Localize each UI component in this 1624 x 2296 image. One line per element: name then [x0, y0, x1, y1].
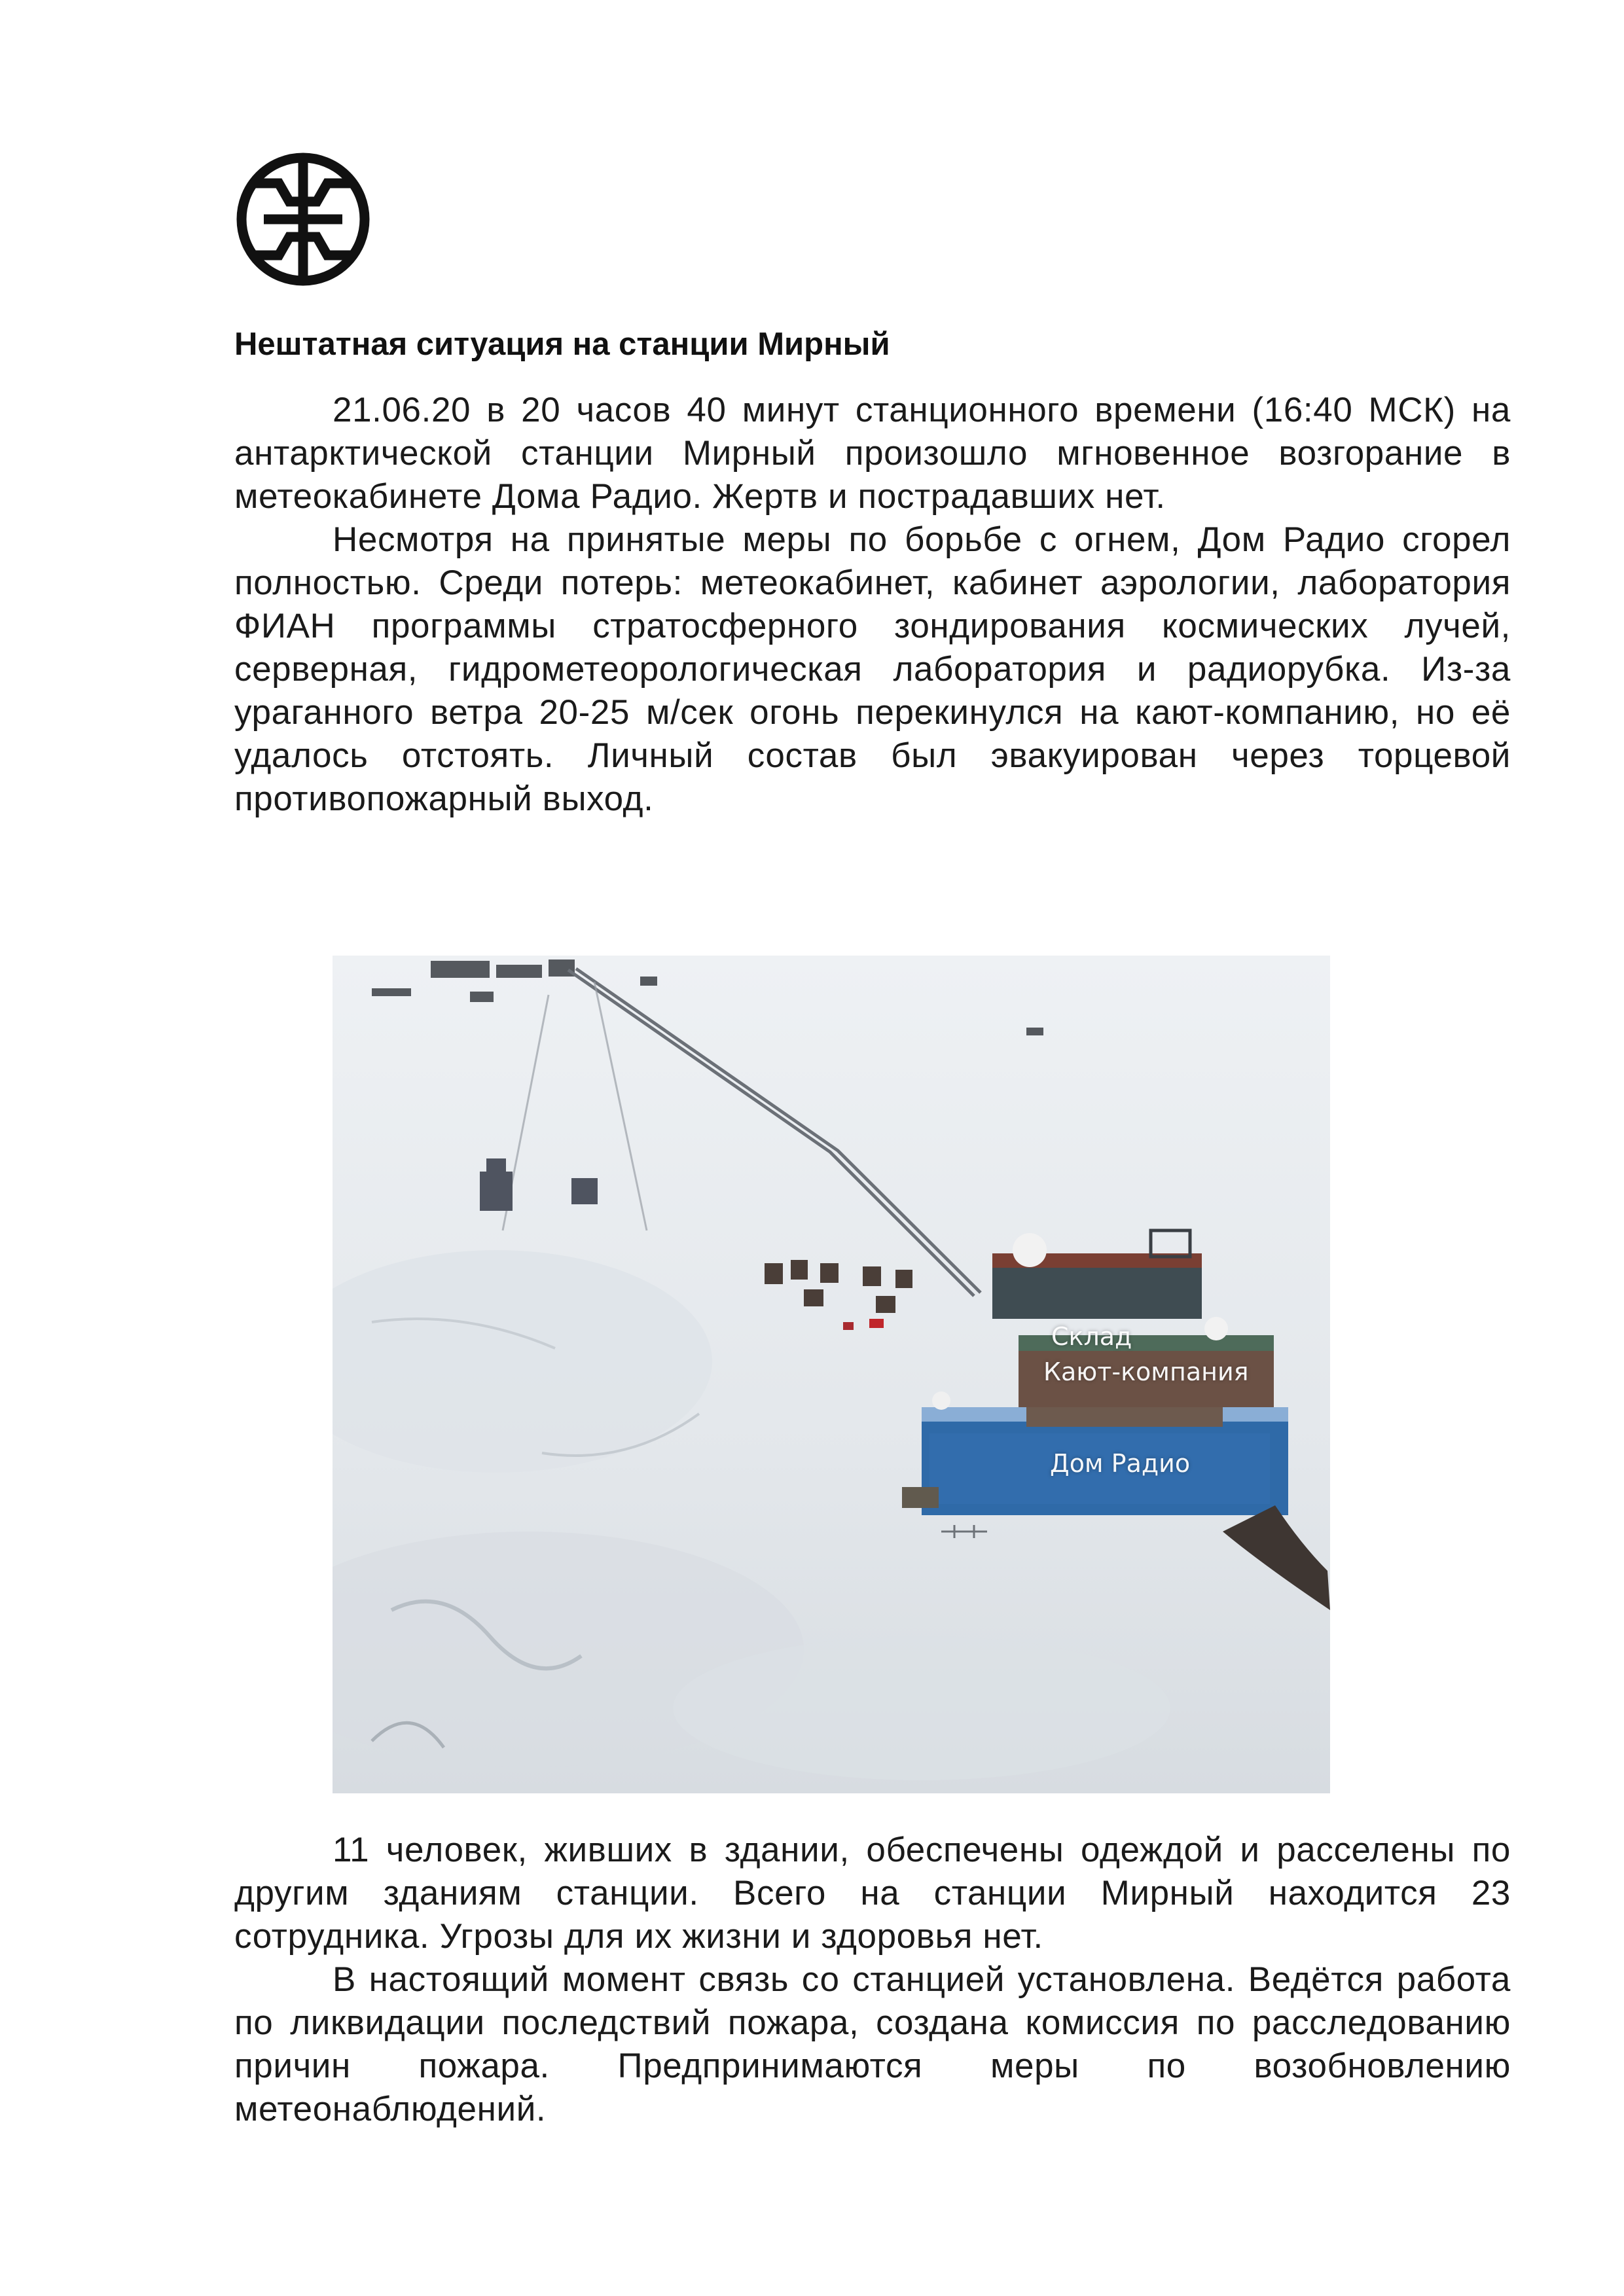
label-warehouse: Склад	[1051, 1322, 1132, 1351]
article-body-bottom	[234, 1829, 1511, 2131]
paragraph: 11 человек, живших в здании, обеспечены одеждой и расселены по другим зданиям станции. Всего на станции Мирный находится 23 сотрудника. Угрозы для их жизни и здоровья нет.	[234, 1831, 1511, 1956]
station-aerial-photo	[333, 956, 1330, 1793]
globe-logo-icon	[234, 151, 372, 288]
article-body-top	[234, 389, 1511, 821]
page-title: Нештатная ситуация на станции Мирный	[234, 327, 890, 362]
label-wardroom: Кают-компания	[1043, 1357, 1249, 1386]
paragraph: В настоящий момент связь со станцией установлена. Ведётся работа по ликвидации последствий пожара, создана комиссия по расследованию причин пожара. Предпринимаются меры по возобновлению метеонаблюдений.	[234, 1960, 1511, 2128]
paragraph: 21.06.20 в 20 часов 40 минут станционного времени (16:40 МСК) на антарктической станции Мирный произошло мгновенное возгорание в метеокабинете Дома Радио. Жертв и пострадавших нет.	[234, 391, 1511, 516]
label-radio-house: Дом Радио	[1050, 1449, 1191, 1478]
paragraph: Несмотря на принятые меры по борьбе с огнем, Дом Радио сгорел полностью. Среди потерь: метеокабинет, кабинет аэрологии, лаборатория ФИАН программы стратосферного зондирования космических лучей, серверная, гидрометеорологическая лаборатория и радиорубка. Из-за ураганного ветра 20-25 м/сек огонь перекинулся на кают-компанию, но её удалось отстоять. Личный состав был эвакуирован через торцевой противопожарный выход.	[234, 520, 1511, 818]
